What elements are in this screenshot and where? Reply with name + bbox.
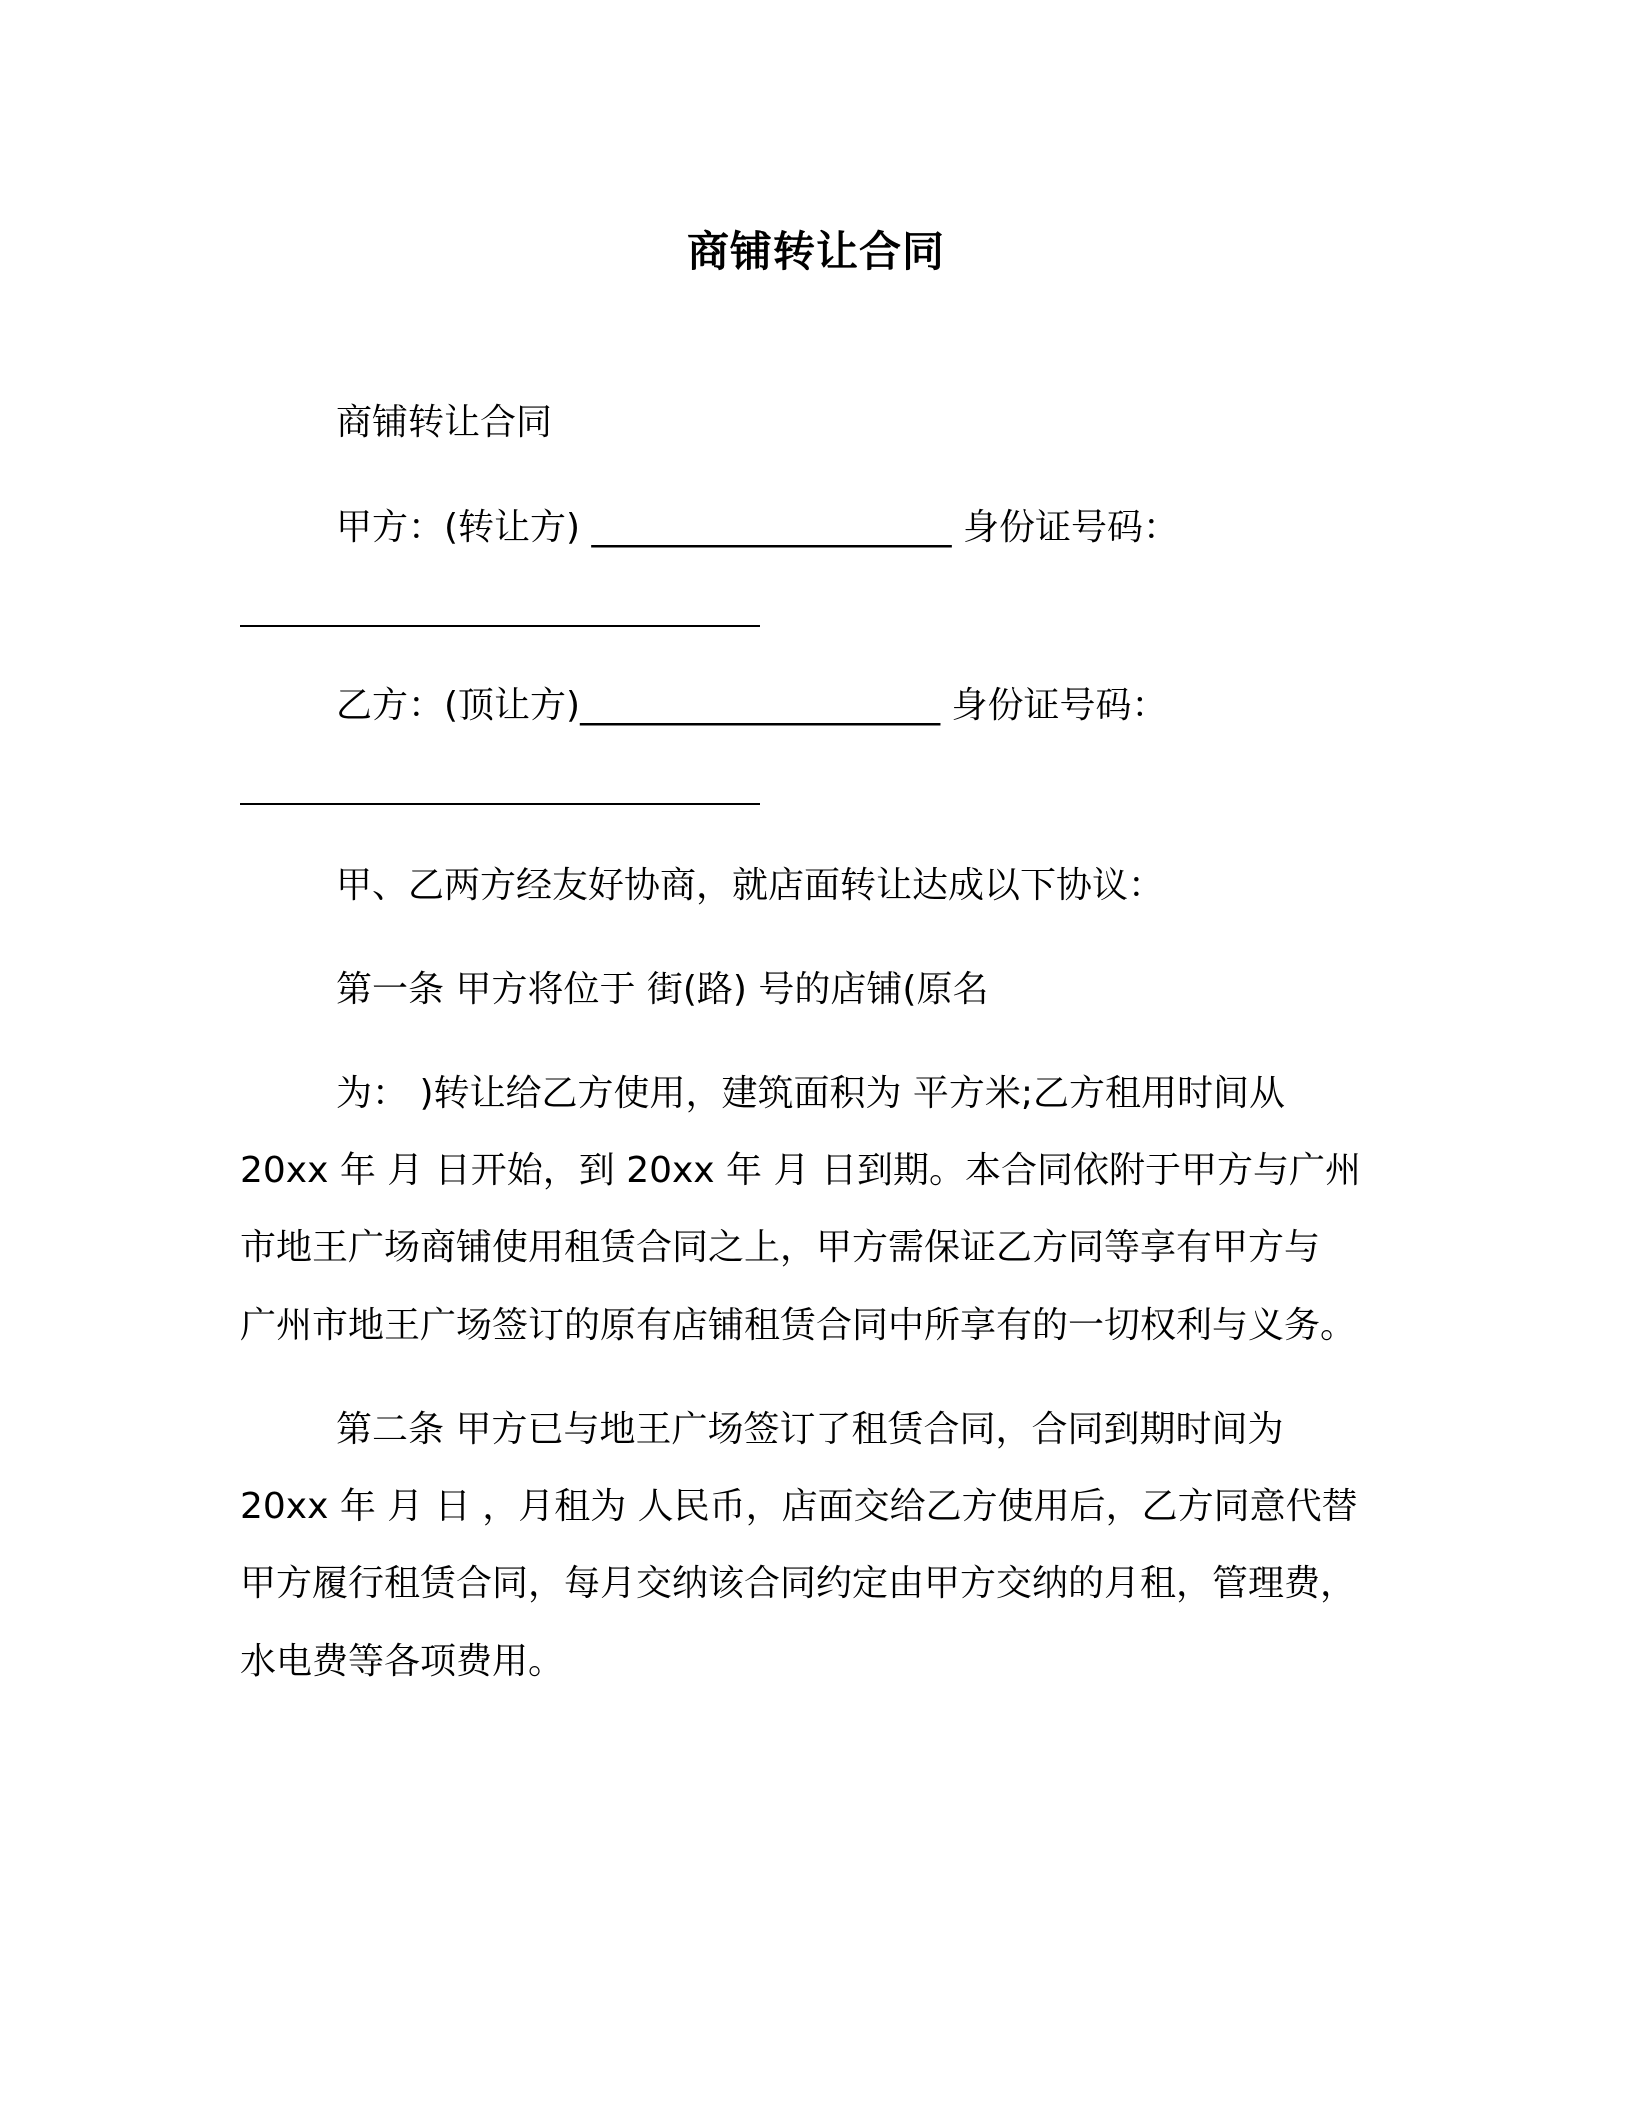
article-1-line: 市地王广场商铺使用租赁合同之上，甲方需保证乙方同等享有甲方与 (240, 1227, 1321, 1268)
article-1-line: 20xx 年 月 日开始，到 20xx 年 月 日到期。本合同依附于甲方与广州 (240, 1150, 1361, 1191)
article-1-line: 广州市地王广场签订的原有店铺租赁合同中所享有的一切权利与义务。 (240, 1305, 1357, 1346)
article-2-line: 水电费等各项费用。 (240, 1641, 565, 1682)
contract-subtitle: 商铺转让合同 (336, 402, 553, 443)
intro-paragraph: 甲、乙两方经友好协商，就店面转让达成以下协议： (336, 865, 1165, 906)
article-1-line: 为： )转让给乙方使用，建筑面积为 平方米;乙方租用时间从 (336, 1073, 1286, 1114)
article-2-line: 甲方履行租赁合同，每月交纳该合同约定由甲方交纳的月租，管理费， (240, 1563, 1357, 1604)
article-1-heading: 第一条 甲方将位于 街(路) 号的店铺(原名 (336, 969, 989, 1010)
party-b-id-blank (240, 803, 760, 805)
document-title: 商铺转让合同 (686, 227, 945, 276)
party-b-line: 乙方：(顶让方)____________________ 身份证号码： (336, 685, 1168, 726)
party-a-id-blank (240, 625, 760, 627)
article-2-line: 20xx 年 月 日 ，月租为 人民币，店面交给乙方使用后，乙方同意代替 (240, 1486, 1358, 1527)
article-2-line: 第二条 甲方已与地王广场签订了租赁合同，合同到期时间为 (336, 1409, 1284, 1450)
party-a-line: 甲方：(转让方) ____________________ 身份证号码： (336, 507, 1179, 548)
